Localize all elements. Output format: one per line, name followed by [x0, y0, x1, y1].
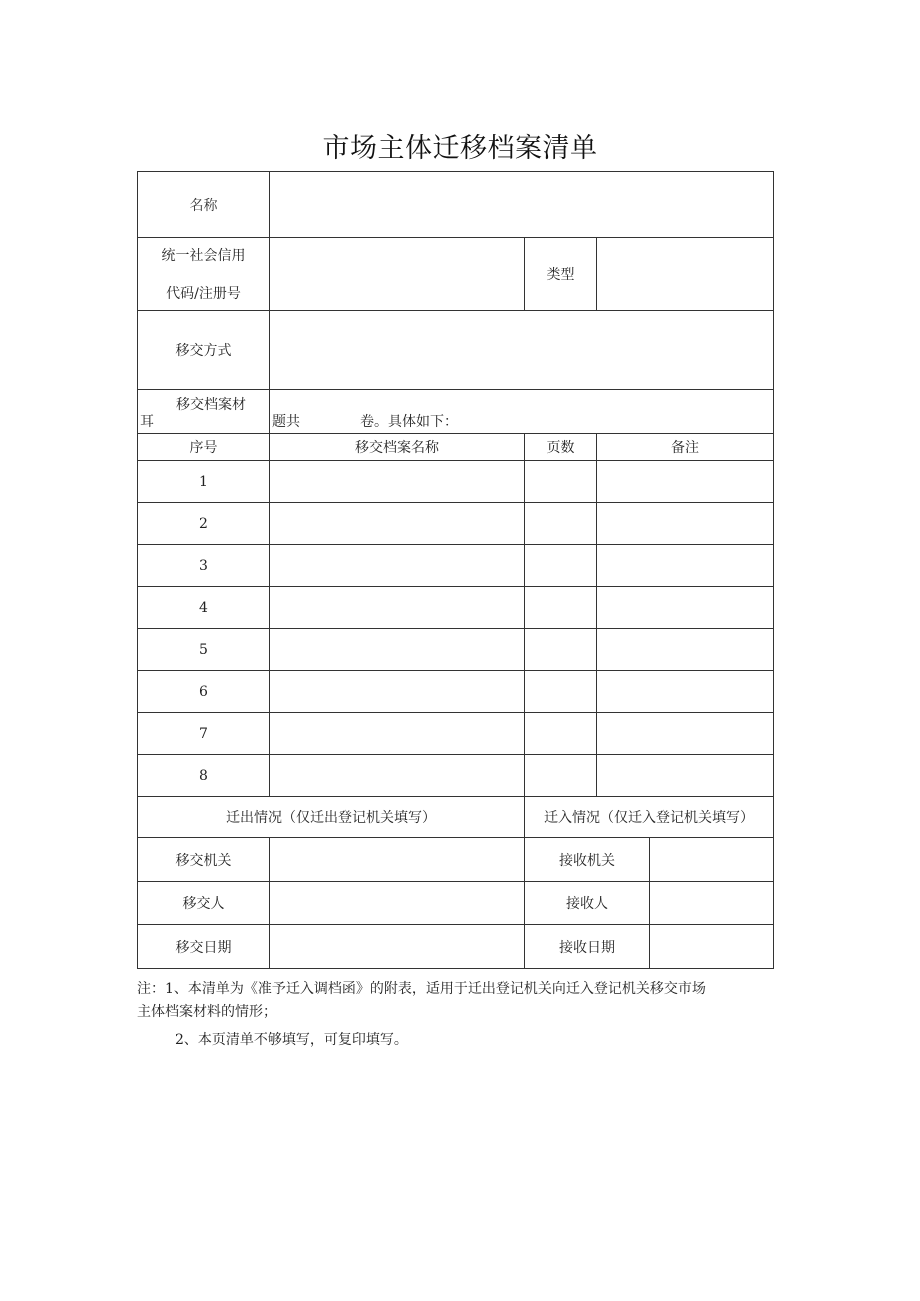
incoming-authority-input[interactable] — [650, 838, 774, 882]
code-label-line2: 代码/注册号 — [166, 286, 241, 302]
date-row — [138, 925, 774, 969]
archive-name-cell[interactable] — [270, 629, 525, 671]
incoming-person-input[interactable] — [650, 882, 774, 925]
note-1: 注：1、本清单为《准予迁入调档函》的附表，适用于迁出登记机关向迁入登记机关移交市场 — [137, 981, 706, 997]
outgoing-date-label: 移交日期 — [138, 925, 270, 969]
remarks-cell[interactable] — [597, 545, 774, 587]
incoming-authority-label: 接收机关 — [525, 838, 650, 882]
outgoing-date-input[interactable] — [270, 925, 525, 969]
pages-cell[interactable] — [525, 629, 597, 671]
archive-name-cell[interactable] — [270, 545, 525, 587]
name-label: 名称 — [138, 172, 270, 238]
archive-name-cell[interactable] — [270, 461, 525, 503]
incoming-date-label: 接收日期 — [525, 925, 650, 969]
materials-label-line2: 耳 — [140, 414, 154, 430]
outgoing-authority-input[interactable] — [270, 838, 525, 882]
remarks-cell[interactable] — [597, 587, 774, 629]
archive-list-form — [137, 171, 774, 969]
row-index: 1 — [138, 461, 270, 503]
remarks-cell[interactable] — [597, 713, 774, 755]
row-index: 7 — [138, 713, 270, 755]
code-row — [138, 238, 774, 311]
incoming-header: 迁入情况（仅迁入登记机关填写） — [525, 797, 774, 838]
row-index: 3 — [138, 545, 270, 587]
archive-name-cell[interactable] — [270, 671, 525, 713]
col-header-index: 序号 — [138, 434, 270, 461]
col-header-remarks: 备注 — [597, 434, 774, 461]
materials-label-line1: 移交档案材 — [176, 397, 246, 413]
person-row — [138, 882, 774, 925]
outgoing-person-input[interactable] — [270, 882, 525, 925]
outgoing-header: 迁出情况（仅迁出登记机关填写） — [138, 797, 525, 838]
table-row — [138, 545, 774, 587]
type-input-cell[interactable] — [597, 238, 774, 311]
pages-cell[interactable] — [525, 503, 597, 545]
remarks-cell[interactable] — [597, 671, 774, 713]
row-index: 4 — [138, 587, 270, 629]
type-label: 类型 — [525, 238, 597, 311]
remarks-cell[interactable] — [597, 629, 774, 671]
archive-name-cell[interactable] — [270, 713, 525, 755]
code-label-line1: 统一社会信用 — [161, 248, 246, 264]
code-input-cell[interactable] — [270, 238, 525, 311]
table-row — [138, 755, 774, 797]
pages-cell[interactable] — [525, 461, 597, 503]
table-row — [138, 671, 774, 713]
note-1-continued: 主体档案材料的情形； — [137, 1004, 277, 1020]
pages-cell[interactable] — [525, 755, 597, 797]
table-row — [138, 629, 774, 671]
col-header-archive-name: 移交档案名称 — [270, 434, 525, 461]
materials-count-suffix: 卷。具体如下： — [360, 414, 458, 430]
pages-cell[interactable] — [525, 587, 597, 629]
code-label-cell — [138, 238, 270, 311]
row-index: 5 — [138, 629, 270, 671]
table-row — [138, 461, 774, 503]
archive-name-cell[interactable] — [270, 587, 525, 629]
remarks-cell[interactable] — [597, 503, 774, 545]
archive-name-cell[interactable] — [270, 503, 525, 545]
row-index: 6 — [138, 671, 270, 713]
method-row — [138, 311, 774, 390]
note-2: 2、本页清单不够填写，可复印填写。 — [175, 1032, 408, 1048]
pages-cell[interactable] — [525, 671, 597, 713]
method-input-cell[interactable] — [270, 311, 774, 390]
materials-row — [138, 390, 774, 434]
outgoing-authority-label: 移交机关 — [138, 838, 270, 882]
materials-count-cell[interactable] — [270, 390, 774, 434]
materials-count-prefix: 题共 — [272, 414, 300, 430]
remarks-cell[interactable] — [597, 461, 774, 503]
document-title: 市场主体迁移档案清单 — [322, 133, 598, 164]
pages-cell[interactable] — [525, 545, 597, 587]
incoming-date-input[interactable] — [650, 925, 774, 969]
name-row — [138, 172, 774, 238]
list-header-row — [138, 434, 774, 461]
row-index: 2 — [138, 503, 270, 545]
pages-cell[interactable] — [525, 713, 597, 755]
outgoing-person-label: 移交人 — [138, 882, 270, 925]
materials-label-cell — [138, 390, 270, 434]
table-row — [138, 713, 774, 755]
col-header-pages: 页数 — [525, 434, 597, 461]
notes-section — [137, 978, 787, 1052]
transfer-header-row — [138, 797, 774, 838]
method-label: 移交方式 — [138, 311, 270, 390]
name-input-cell[interactable] — [270, 172, 774, 238]
row-index: 8 — [138, 755, 270, 797]
incoming-person-label: 接收人 — [525, 882, 650, 925]
table-row — [138, 503, 774, 545]
archive-name-cell[interactable] — [270, 755, 525, 797]
authority-row — [138, 838, 774, 882]
table-row — [138, 587, 774, 629]
remarks-cell[interactable] — [597, 755, 774, 797]
